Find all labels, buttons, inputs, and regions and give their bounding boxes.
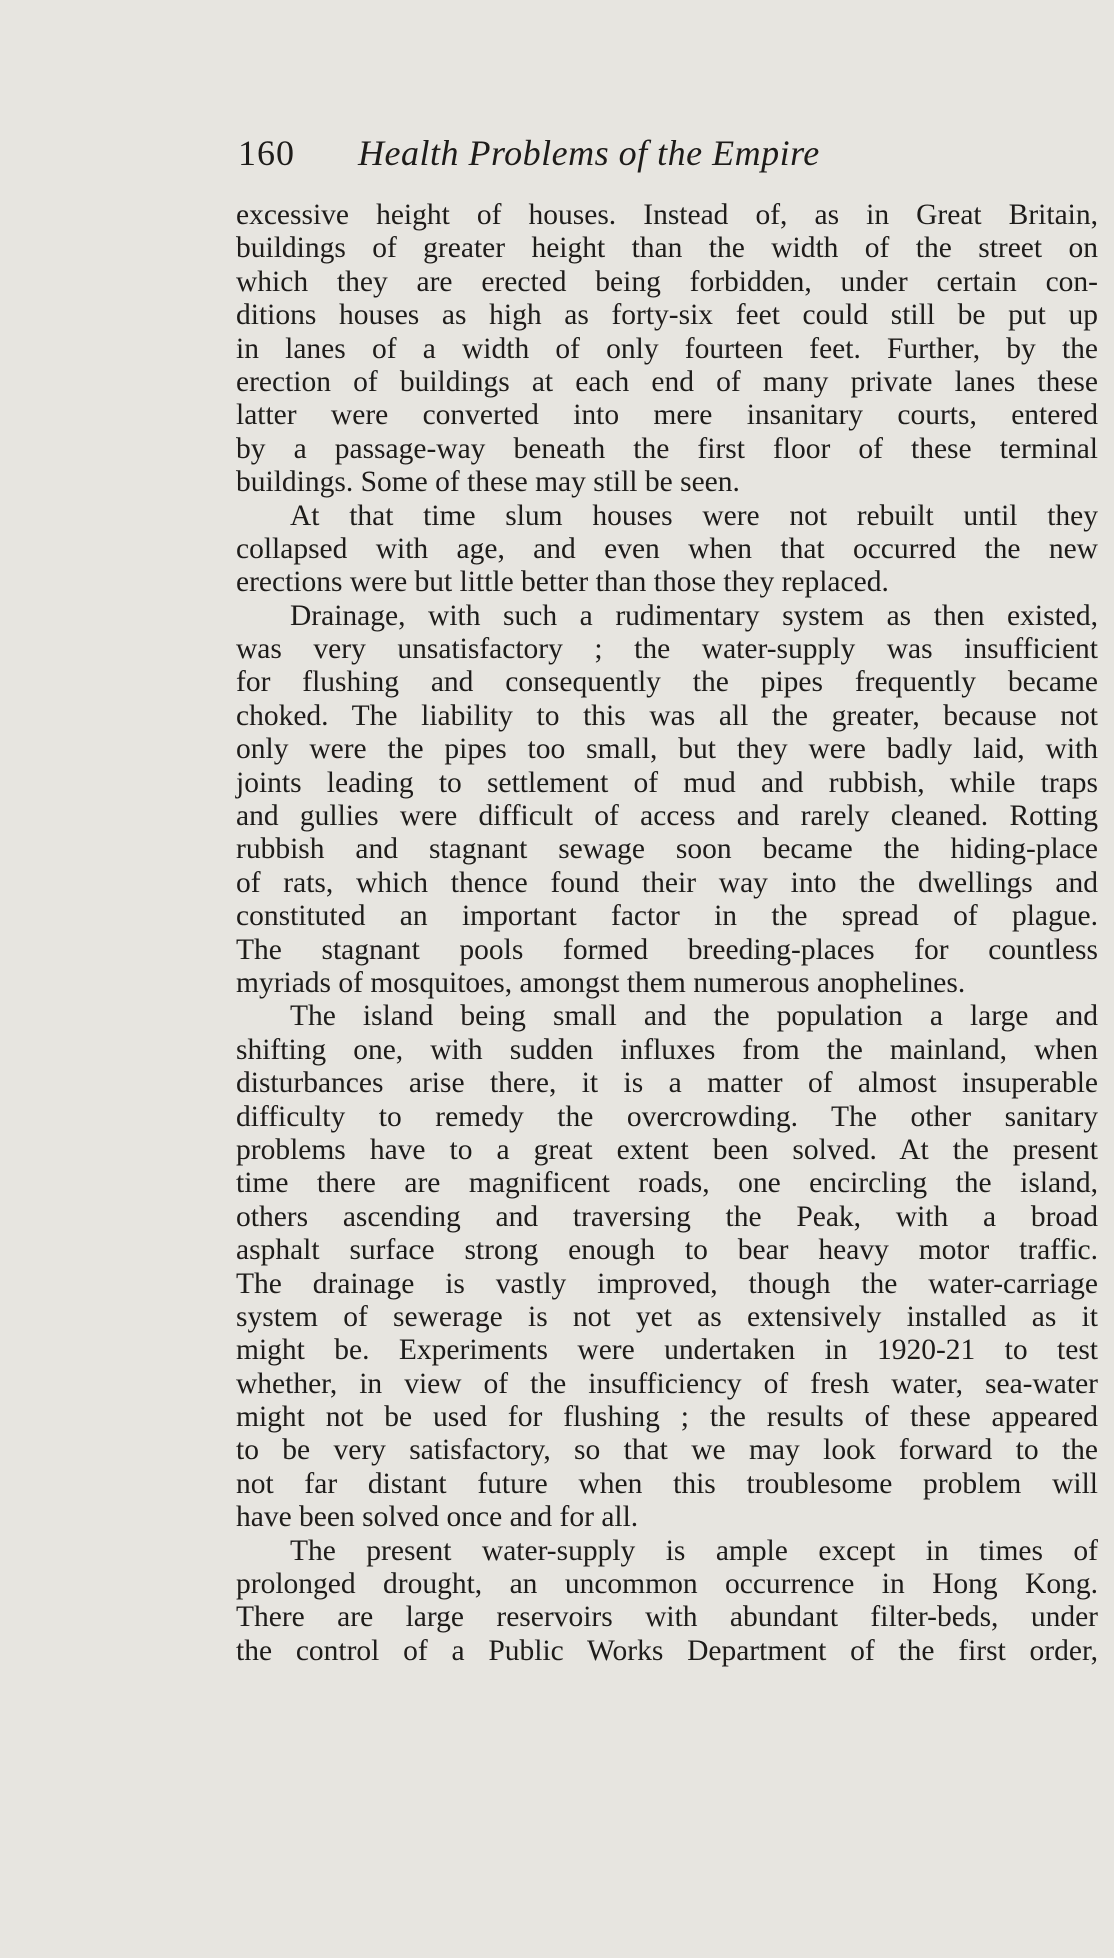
text-line: disturbances arise there, it is a matter of almost insuperable: [236, 1067, 1098, 1100]
text-line: prolonged drought, an uncommon occurrence in Hong Kong.: [236, 1568, 1098, 1601]
text-line: asphalt surface strong enough to bear heavy motor traffic.: [236, 1234, 1098, 1267]
text-line: There are large reservoirs with abundant filter-beds, under: [236, 1601, 1098, 1634]
text-line: for flushing and consequently the pipes frequently became: [236, 666, 1098, 699]
text-line: collapsed with age, and even when that occurred the new: [236, 532, 1098, 565]
text-line: which they are erected being forbidden, under certain con-: [236, 265, 1098, 298]
text-line: have been solved once and for all.: [236, 1501, 639, 1534]
text-line: erections were but little better than those they replaced.: [236, 566, 889, 599]
text-line: constituted an important factor in the spread of plague.: [236, 900, 1098, 933]
text-line: in lanes of a width of only fourteen feet. Further, by the: [236, 332, 1098, 365]
text-line: The island being small and the population a large and: [290, 1000, 1098, 1033]
text-line: The stagnant pools formed breeding-places for countless: [236, 933, 1098, 966]
body-text: [236, 199, 1098, 1668]
text-line: of rats, which thence found their way into the dwellings and: [236, 866, 1098, 899]
text-line: erection of buildings at each end of many private lanes these: [236, 365, 1098, 398]
text-line: The drainage is vastly improved, though the water-carriage: [236, 1267, 1098, 1300]
text-line: was very unsatisfactory ; the water-supply was insufficient: [236, 633, 1098, 666]
text-line: the control of a Public Works Department of the first order,: [236, 1634, 1098, 1667]
text-line: problems have to a great extent been solved. At the present: [236, 1133, 1098, 1166]
text-line: rubbish and stagnant sewage soon became the hiding-place: [236, 833, 1098, 866]
running-title: Health Problems of the Empire: [358, 133, 820, 173]
text-line: joints leading to settlement of mud and rubbish, while traps: [236, 766, 1098, 799]
text-line: buildings of greater height than the width of the street on: [236, 232, 1098, 265]
text-line: choked. The liability to this was all the greater, because not: [236, 699, 1098, 732]
text-line: myriads of mosquitoes, amongst them numerous anophelines.: [236, 966, 966, 999]
text-line: whether, in view of the insufficiency of fresh water, sea-water: [236, 1367, 1098, 1400]
page-number: 160: [238, 133, 295, 173]
text-line: buildings. Some of these may still be seen.: [236, 466, 740, 499]
text-line: difficulty to remedy the overcrowding. The other sanitary: [236, 1100, 1098, 1133]
running-header: [238, 128, 938, 178]
text-line: ditions houses as high as forty-six feet could still be put up: [236, 299, 1098, 332]
text-line: The present water-supply is ample except in times of: [290, 1534, 1098, 1567]
text-line: Drainage, with such a rudimentary system as then existed,: [290, 599, 1098, 632]
text-line: system of sewerage is not yet as extensively installed as it: [236, 1300, 1098, 1333]
text-line: excessive height of houses. Instead of, as in Great Britain,: [236, 199, 1098, 231]
text-line: to be very satisfactory, so that we may look forward to the: [236, 1434, 1098, 1467]
text-line: only were the pipes too small, but they were badly laid, with: [236, 733, 1098, 766]
text-line: might not be used for flushing ; the results of these appeared: [236, 1401, 1098, 1434]
text-line: latter were converted into mere insanitary courts, entered: [236, 399, 1098, 432]
text-line: At that time slum houses were not rebuilt until they: [290, 499, 1098, 532]
text-line: and gullies were difficult of access and rarely cleaned. Rotting: [236, 800, 1098, 833]
text-line: shifting one, with sudden influxes from the mainland, when: [236, 1033, 1098, 1066]
text-line: might be. Experiments were undertaken in 1920-21 to test: [236, 1334, 1098, 1367]
text-line: others ascending and traversing the Peak, with a broad: [236, 1200, 1098, 1233]
text-line: not far distant future when this troublesome problem will: [236, 1467, 1098, 1500]
text-line: time there are magnificent roads, one encircling the island,: [236, 1167, 1098, 1200]
text-line: by a passage-way beneath the first floor of these terminal: [236, 432, 1098, 465]
